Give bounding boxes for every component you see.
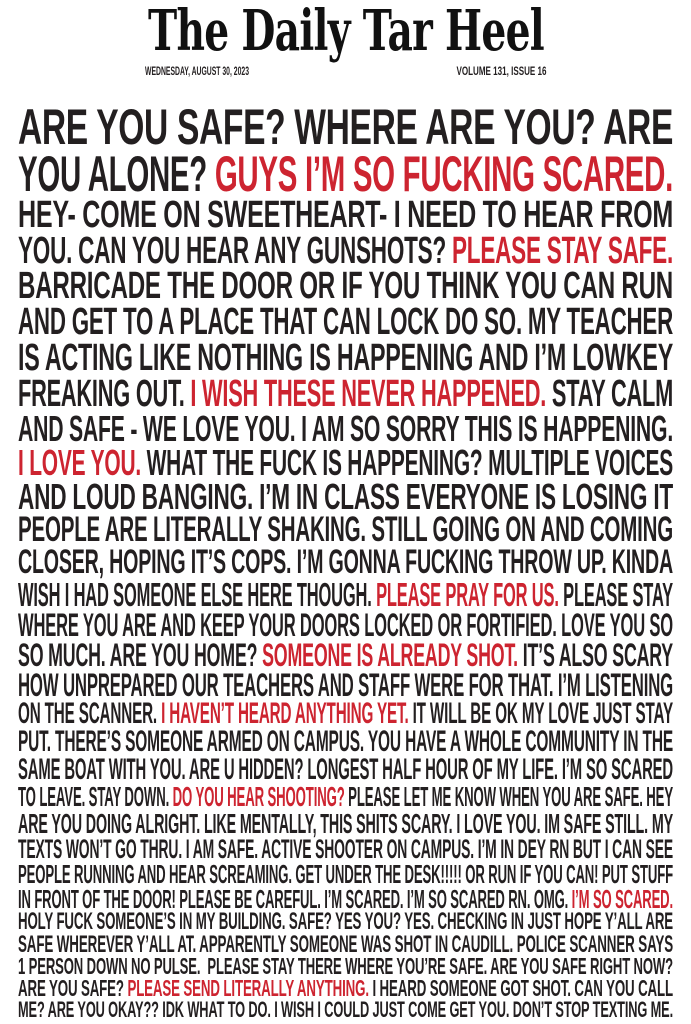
body-line-fit xyxy=(18,265,673,308)
text-segment: TEXTS WON’T GO THRU. I AM SAFE. ACTIVE SHOOTER ON CAMPUS. I’M IN DEY RN BUT I CAN SEE xyxy=(18,834,673,865)
masthead xyxy=(0,0,691,78)
body-line-fit xyxy=(18,475,673,517)
text-segment-red: I’M SO SCARED. xyxy=(571,883,673,914)
masthead-title-row xyxy=(0,0,691,64)
text-segment: ON THE SCANNER. xyxy=(18,696,162,730)
text-segment: HOLY FUCK SOMEONE’S IN MY BUILDING. SAFE? YES YOU? YES. CHECKING IN JUST HOPE Y’ALL ARE xyxy=(18,908,673,936)
body-line-fit xyxy=(18,408,673,450)
body-line-fit xyxy=(18,99,673,155)
text-segment: PUT. THERE’S SOMEONE ARMED ON CAMPUS. YOU HAVE A WHOLE COMMUNITY IN THE xyxy=(18,725,673,759)
text-segment: WHAT THE FUCK IS HAPPENING? MULTIPLE VOICES xyxy=(146,442,673,484)
body-line-1 xyxy=(18,99,673,155)
body-line-fit xyxy=(18,229,673,272)
body-line-fit xyxy=(18,336,673,379)
body-line-fit xyxy=(18,146,673,202)
text-segment-red: I LOVE YOU. xyxy=(18,442,147,484)
text-segment: 1 PERSON DOWN NO PULSE. PLEASE STAY THERE WHERE YOU’RE SAFE. ARE YOU SAFE RIGHT NOW? xyxy=(18,953,673,980)
masthead-title: The Daily Tar Heel xyxy=(147,0,544,64)
text-segment-red: I WISH THESE NEVER HAPPENED. xyxy=(190,372,552,415)
text-segment: PEOPLE ARE LITERALLY SHAKING. STILL GOING ON AND COMING xyxy=(18,509,673,549)
body-line-11 xyxy=(18,475,673,517)
text-segment: SAFE WHEREVER Y’ALL AT. APPARENTLY SOMEONE WAS SHOT IN CAUDILL. POLICE SCANNER SAYS xyxy=(18,930,673,958)
text-segment: STAY CALM xyxy=(551,372,673,415)
text-segment: I HEARD SOMEONE GOT SHOT. CAN YOU CALL xyxy=(372,975,673,1002)
text-segment: SAME BOAT WITH YOU. ARE U HIDDEN? LONGEST HALF HOUR OF MY LIFE. I’M SO SCARED xyxy=(18,753,673,787)
body-line-14 xyxy=(18,575,673,613)
text-segment: HOW UNPREPARED OUR TEACHERS AND STAFF WERE FOR THAT. I’M LISTENING xyxy=(18,666,673,703)
body-text xyxy=(18,99,673,1022)
text-segment: WHERE YOU ARE AND KEEP YOUR DOORS LOCKED OR FORTIFIED. LOVE YOU SO xyxy=(18,606,673,643)
text-segment: AND SAFE - WE LOVE YOU. I AM SO SORRY THIS IS HAPPENING. xyxy=(18,408,673,450)
text-segment: AND GET TO A PLACE THAT CAN LOCK DO SO. MY TEACHER xyxy=(18,301,673,344)
text-segment-red: PLEASE PRAY FOR US. xyxy=(376,575,564,613)
body-line-fit xyxy=(18,725,673,759)
text-segment: BARRICADE THE DOOR OR IF YOU THINK YOU CAN RUN xyxy=(18,265,673,308)
body-line-4 xyxy=(18,229,673,272)
text-segment: SO MUCH. ARE YOU HOME? xyxy=(18,636,263,673)
body-line-fit xyxy=(18,753,673,787)
body-line-fit xyxy=(18,696,673,730)
body-line-fit xyxy=(18,575,673,613)
body-line-17 xyxy=(18,666,673,703)
text-segment: CLOSER, HOPING IT’S COPS. I’M GONNA FUCKING THROW UP. KINDA xyxy=(18,542,673,581)
text-segment-red: GUYS I’M SO FUCKING SCARED. xyxy=(214,146,673,202)
dateline xyxy=(145,65,547,78)
text-segment-red: SOMEONE IS ALREADY SHOT. xyxy=(262,636,523,673)
text-segment-red: PLEASE SEND LITERALLY ANYTHING. xyxy=(127,975,373,1002)
body-line-15 xyxy=(18,606,673,643)
body-line-10 xyxy=(18,442,673,484)
dateline-volume: VOLUME 131, ISSUE 16 xyxy=(456,65,547,78)
text-segment: ARE YOU SAFE? WHERE ARE YOU? ARE xyxy=(18,99,673,155)
text-segment: ME? ARE YOU OKAY?? IDK WHAT TO DO. I WISH I COULD JUST COME GET YOU. DON’T STOP TEXTING ME. xyxy=(18,996,673,1022)
body-line-2 xyxy=(18,146,673,202)
body-line-fit xyxy=(18,996,673,1022)
text-segment: WISH I HAD SOMEONE ELSE HERE THOUGH. xyxy=(18,575,377,613)
body-line-30 xyxy=(18,996,673,1022)
body-line-fit xyxy=(18,542,673,581)
text-segment: IS ACTING LIKE NOTHING IS HAPPENING AND I’M LOWKEY xyxy=(18,336,673,379)
text-segment: HEY- COME ON SWEETHEART- I NEED TO HEAR FROM xyxy=(18,194,673,236)
text-segment-red: PLEASE STAY SAFE. xyxy=(452,229,673,272)
body-line-8 xyxy=(18,372,673,415)
body-line-fit xyxy=(18,194,673,236)
text-segment: PLEASE LET ME KNOW WHEN YOU ARE SAFE. HEY xyxy=(348,781,673,813)
text-segment-red: I HAVEN’T HEARD ANYTHING YET. xyxy=(161,696,413,730)
body-line-19 xyxy=(18,725,673,759)
text-segment: AND LOUD BANGING. I’M IN CLASS EVERYONE IS LOSING IT xyxy=(18,475,673,517)
body-line-fit xyxy=(18,666,673,703)
body-line-fit xyxy=(18,606,673,643)
body-line-7 xyxy=(18,336,673,379)
text-segment: IN FRONT OF THE DOOR! PLEASE BE CAREFUL. I’M SCARED. I’M SO SCARED RN. OMG. xyxy=(18,883,572,914)
body-line-6 xyxy=(18,301,673,344)
text-segment: YOU ALONE? xyxy=(18,146,215,202)
dateline-date: WEDNESDAY, AUGUST 30, 2023 xyxy=(144,65,249,78)
body-line-5 xyxy=(18,265,673,308)
body-line-fit xyxy=(18,301,673,344)
text-segment: YOU. CAN YOU HEAR ANY GUNSHOTS? xyxy=(18,229,453,272)
body-line-fit xyxy=(18,372,673,415)
text-segment: ARE YOU DOING ALRIGHT. LIKE MENTALLY, THIS SHITS SCARY. I LOVE YOU. IM SAFE STILL. MY xyxy=(18,807,673,839)
body-line-9 xyxy=(18,408,673,450)
body-line-fit xyxy=(18,442,673,484)
text-segment: TO LEAVE. STAY DOWN. xyxy=(18,781,173,813)
body-line-20 xyxy=(18,753,673,787)
text-segment: PLEASE STAY xyxy=(563,575,673,613)
text-segment-red: DO YOU HEAR SHOOTING? xyxy=(172,781,349,813)
body-line-13 xyxy=(18,542,673,581)
text-segment: FREAKING OUT. xyxy=(18,372,191,415)
body-line-18 xyxy=(18,696,673,730)
body-line-3 xyxy=(18,194,673,236)
body-line-fit xyxy=(18,636,673,673)
body-line-16 xyxy=(18,636,673,673)
text-segment: PEOPLE RUNNING AND HEAR SCREAMING. GET UNDER THE DESK!!!!! OR RUN IF YOU CAN! PUT STUFF xyxy=(18,859,673,890)
text-segment: ARE YOU SAFE? xyxy=(18,975,128,1002)
text-segment: IT WILL BE OK MY LOVE JUST STAY xyxy=(412,696,673,730)
text-segment: IT’S ALSO SCARY xyxy=(522,636,673,673)
